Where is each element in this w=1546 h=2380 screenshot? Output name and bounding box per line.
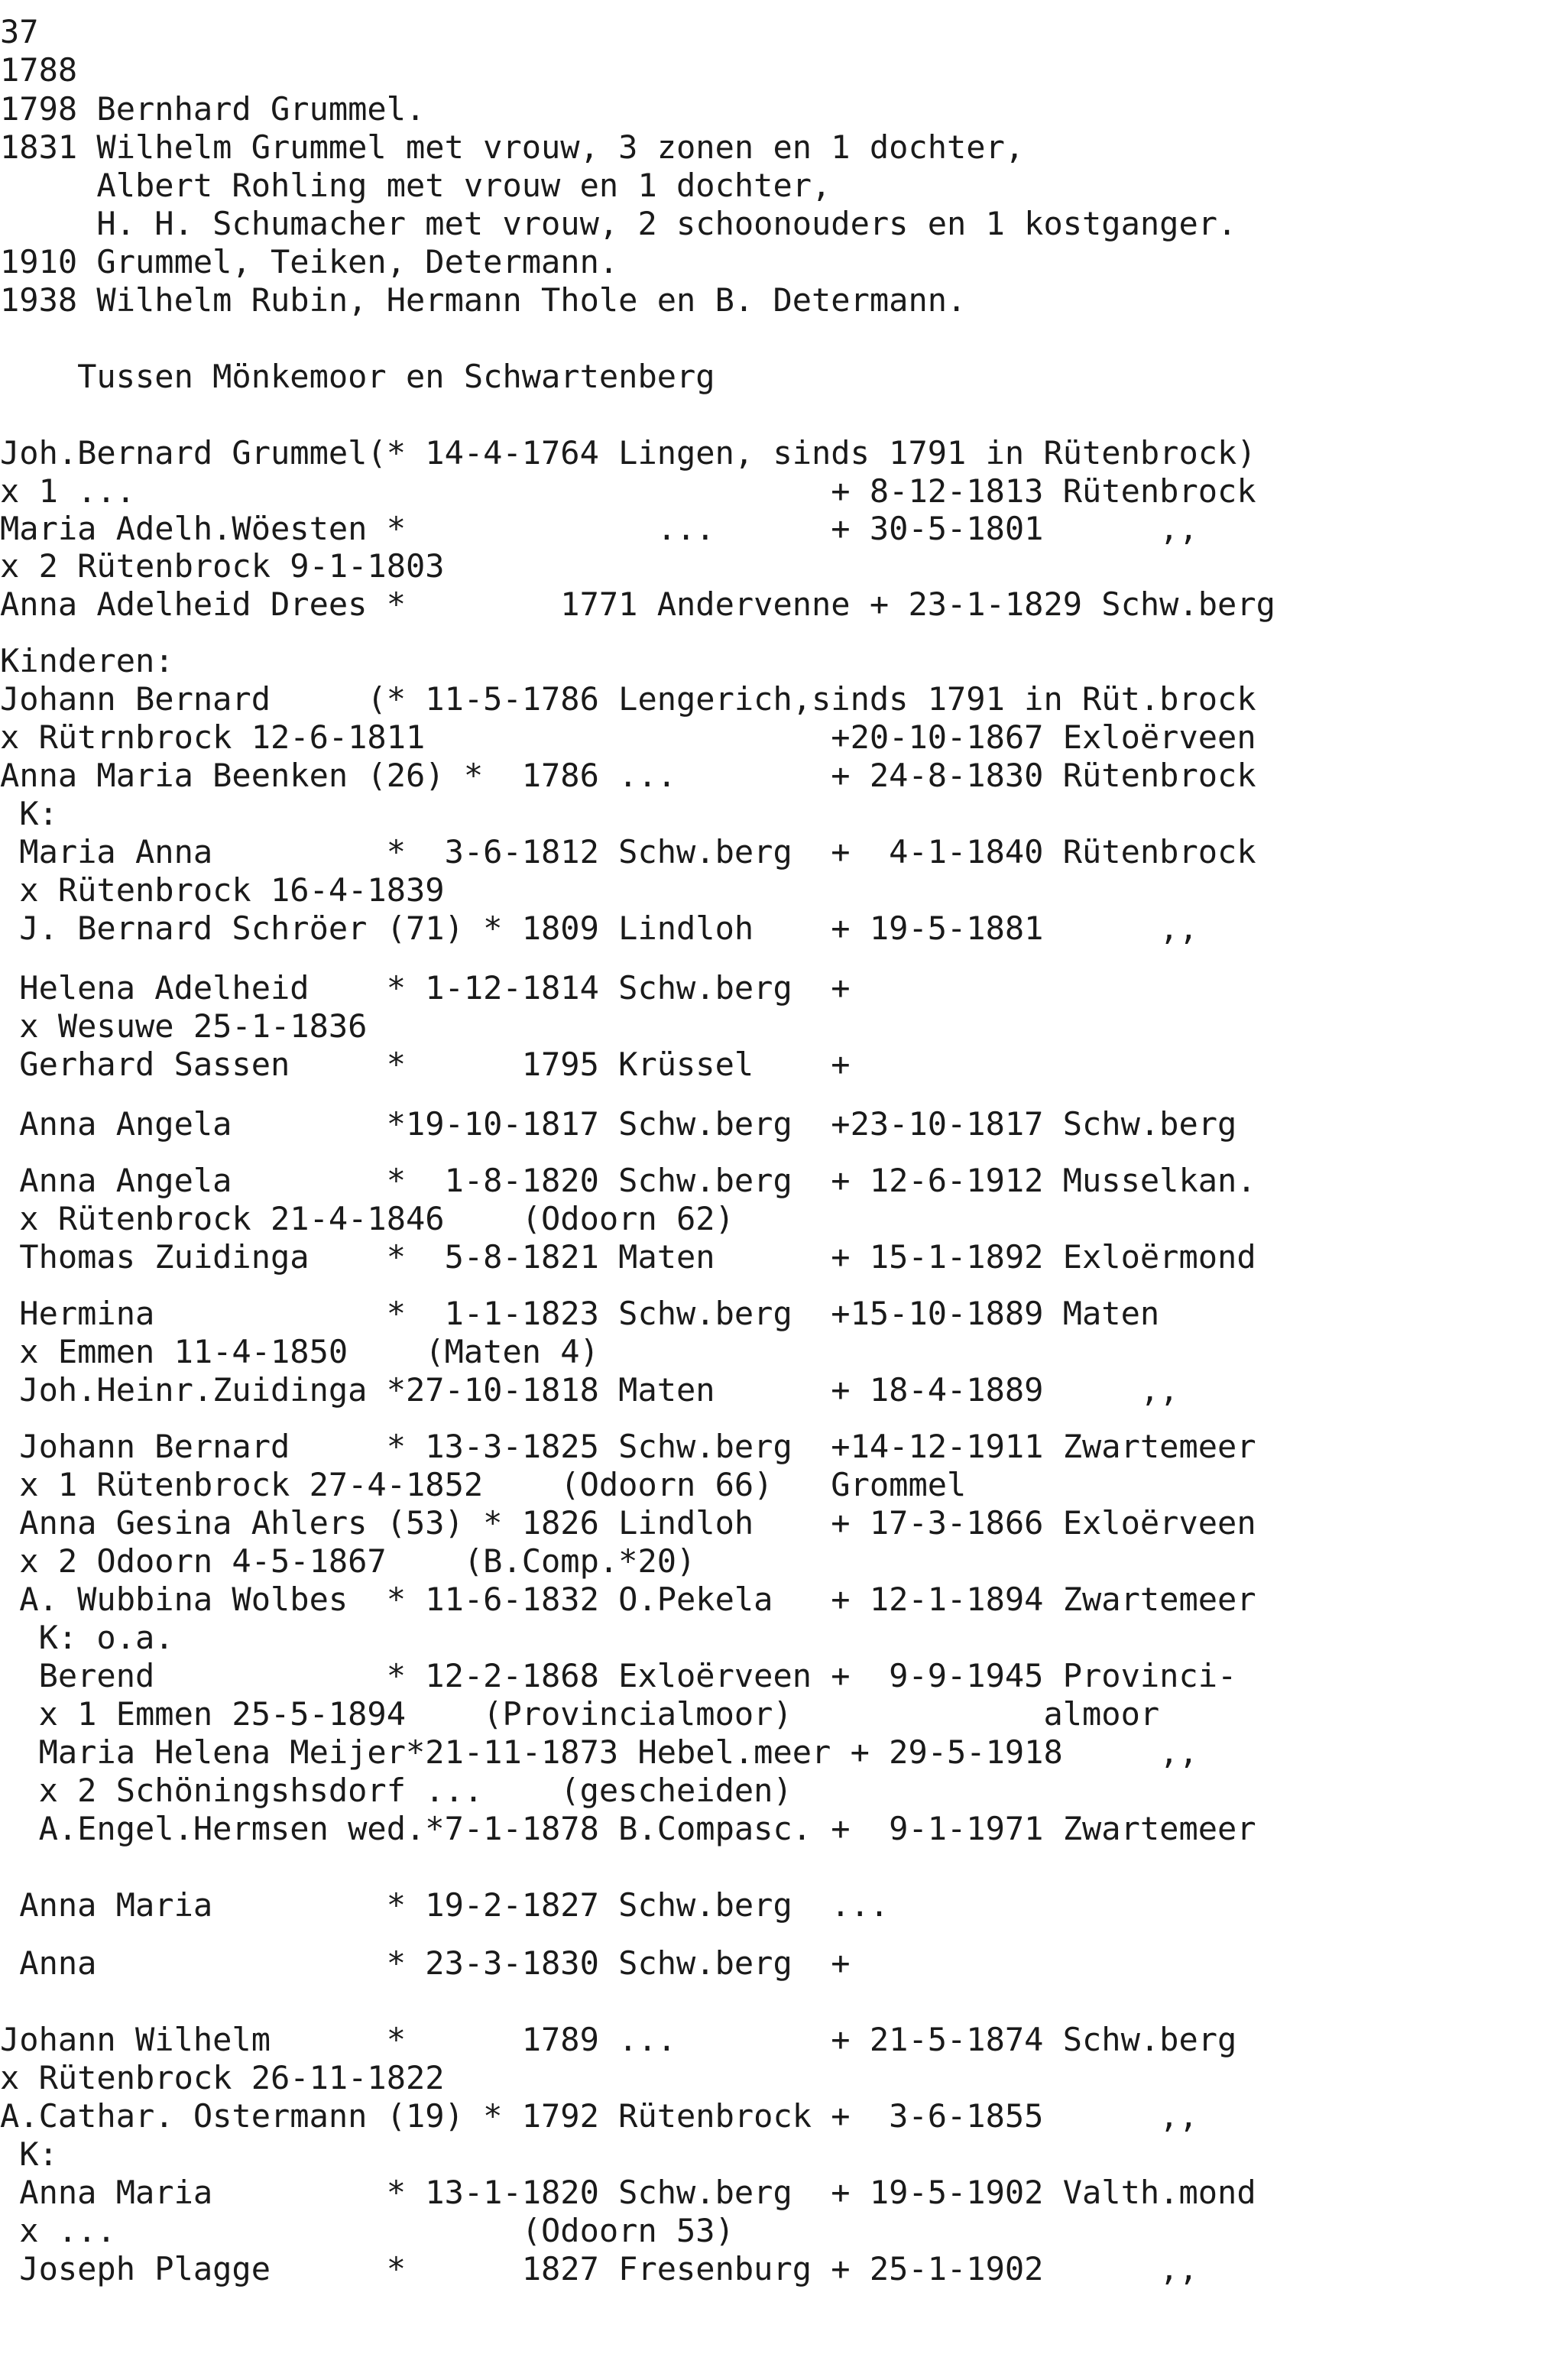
genealogy-line: x 2 Schöningshsdorf ... (gescheiden) [0,1772,792,1809]
genealogy-line: x Rütenbrock 21-4-1846 (Odoorn 62) [0,1200,734,1237]
genealogy-line: Joseph Plagge * 1827 Fresenburg + 25-1-1902 ,, [0,2250,1198,2288]
genealogy-line: K: o.a. [0,1619,174,1656]
genealogy-line: Johann Wilhelm * 1789 ... + 21-5-1874 Schw.berg [0,2021,1237,2058]
genealogy-line: x 2 Rütenbrock 9-1-1803 [0,547,445,585]
genealogy-line: Johann Bernard * 13-3-1825 Schw.berg +14-12-1911 Zwartemeer [0,1428,1256,1465]
section-heading: Tussen Mönkemoor en Schwartenberg [0,358,715,395]
genealogy-line: Maria Adelh.Wöesten * ... + 30-5-1801 ,, [0,510,1198,547]
genealogy-line: A.Cathar. Ostermann (19) * 1792 Rütenbrock + 3-6-1855 ,, [0,2097,1198,2135]
genealogy-line: Anna Maria * 13-1-1820 Schw.berg + 19-5-1902 Valth.mond [0,2174,1256,2211]
genealogy-line: Gerhard Sassen * 1795 Krüssel + [0,1046,851,1083]
genealogy-line: Johann Bernard (* 11-5-1786 Lengerich,sinds 1791 in Rüt.brock [0,680,1256,718]
genealogy-line: x 1 ... + 8-12-1813 Rütenbrock [0,472,1256,510]
genealogy-line: Anna Adelheid Drees * 1771 Andervenne + 23-1-1829 Schw.berg [0,585,1275,623]
history-line: 1831 Wilhelm Grummel met vrouw, 3 zonen en 1 dochter, [0,128,1025,166]
genealogy-line: J. Bernard Schröer (71) * 1809 Lindloh + 19-5-1881 ,, [0,910,1198,947]
genealogy-line: x 1 Rütenbrock 27-4-1852 (Odoorn 66) Grommel [0,1466,967,1503]
children-heading: Kinderen: [0,642,174,679]
genealogy-line: x ... (Odoorn 53) [0,2212,734,2249]
genealogy-line: Berend * 12-2-1868 Exloërveen + 9-9-1945 Provinci- [0,1657,1237,1694]
genealogy-line: Anna Gesina Ahlers (53) * 1826 Lindloh + 17-3-1866 Exloërveen [0,1504,1256,1542]
genealogy-line: x Wesuwe 25-1-1836 [0,1007,368,1045]
history-line: 1798 Bernhard Grummel. [0,90,426,128]
page-number: 37 [0,13,39,50]
genealogy-line: Joh.Heinr.Zuidinga *27-10-1818 Maten + 18-4-1889 ,, [0,1371,1179,1409]
history-line: 1788 [0,51,78,89]
genealogy-line: Helena Adelheid * 1-12-1814 Schw.berg + [0,969,851,1007]
history-line: 1938 Wilhelm Rubin, Hermann Thole en B. Determann. [0,281,967,319]
genealogy-line: K: [0,795,58,832]
genealogy-line: Anna Angela * 1-8-1820 Schw.berg + 12-6-1912 Musselkan. [0,1162,1256,1199]
genealogy-line: A. Wubbina Wolbes * 11-6-1832 O.Pekela + 12-1-1894 Zwartemeer [0,1581,1256,1618]
genealogy-line: x Rütenbrock 16-4-1839 [0,871,445,909]
genealogy-line: Anna Maria * 19-2-1827 Schw.berg ... [0,1886,890,1924]
history-line: Albert Rohling met vrouw en 1 dochter, [0,167,831,204]
genealogy-line: Maria Anna * 3-6-1812 Schw.berg + 4-1-1840 Rütenbrock [0,833,1256,871]
genealogy-line: x Rütrnbrock 12-6-1811 +20-10-1867 Exloërveen [0,718,1256,756]
genealogy-line: Hermina * 1-1-1823 Schw.berg +15-10-1889 Maten [0,1295,1160,1332]
genealogy-line: K: [0,2135,58,2173]
genealogy-line: Anna * 23-3-1830 Schw.berg + [0,1944,851,1982]
genealogy-line: x 1 Emmen 25-5-1894 (Provincialmoor) almoor [0,1695,1160,1733]
genealogy-line: x 2 Odoorn 4-5-1867 (B.Comp.*20) [0,1542,696,1580]
genealogy-line: Anna Angela *19-10-1817 Schw.berg +23-10-1817 Schw.berg [0,1105,1237,1143]
genealogy-line: Maria Helena Meijer*21-11-1873 Hebel.meer + 29-5-1918 ,, [0,1733,1198,1771]
genealogy-line: Anna Maria Beenken (26) * 1786 ... + 24-8-1830 Rütenbrock [0,757,1256,794]
genealogy-line: Thomas Zuidinga * 5-8-1821 Maten + 15-1-1892 Exloërmond [0,1238,1256,1276]
history-line: H. H. Schumacher met vrouw, 2 schoonouders en 1 kostganger. [0,205,1237,242]
history-line: 1910 Grummel, Teiken, Determann. [0,243,619,280]
genealogy-line: Joh.Bernard Grummel(* 14-4-1764 Lingen, sinds 1791 in Rütenbrock) [0,434,1256,472]
genealogy-line: A.Engel.Hermsen wed.*7-1-1878 B.Compasc. + 9-1-1971 Zwartemeer [0,1810,1256,1847]
genealogy-line: x Rütenbrock 26-11-1822 [0,2059,445,2096]
genealogy-line: x Emmen 11-4-1850 (Maten 4) [0,1333,599,1370]
